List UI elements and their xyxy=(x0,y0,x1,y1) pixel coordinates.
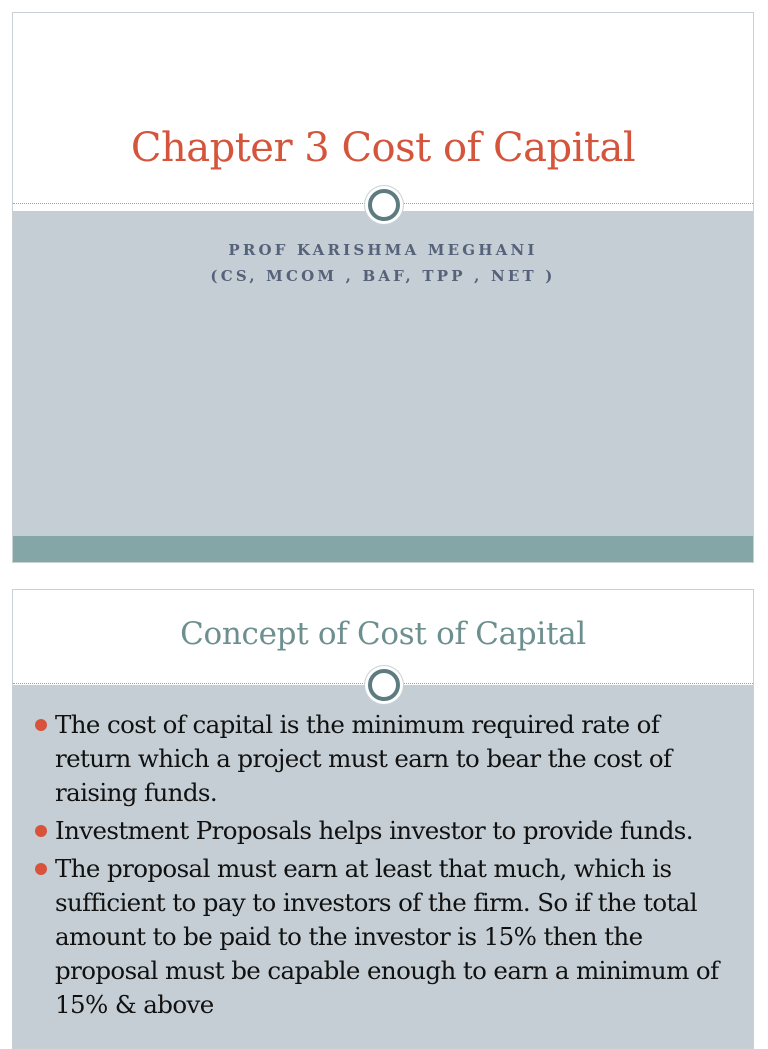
bullet-text: The cost of capital is the minimum required rate of return which a project must earn to bear the cost of raising funds. xyxy=(55,710,672,807)
bullet-dot-icon xyxy=(35,863,47,875)
slide-subtitle xyxy=(13,237,753,289)
bullet-dot-icon xyxy=(35,825,47,837)
bullet-item xyxy=(35,708,733,810)
slide-header-area xyxy=(13,13,753,211)
bullet-item xyxy=(35,852,733,1022)
author-credentials: (CS, MCOM , BAF, TPP , NET ) xyxy=(210,267,556,285)
circle-ornament-icon xyxy=(368,669,400,701)
title-slide xyxy=(12,12,754,563)
author-name: PROF KARISHMA MEGHANI xyxy=(228,241,538,259)
bullet-text: Investment Proposals helps investor to provide funds. xyxy=(55,816,693,845)
bullet-list xyxy=(35,708,733,1026)
bullet-item xyxy=(35,814,733,848)
footer-band xyxy=(13,536,753,562)
bullet-dot-icon xyxy=(35,719,47,731)
content-slide xyxy=(12,589,754,1049)
bullet-text: The proposal must earn at least that much, which is sufficient to pay to investors of the firm. So if the total amount to be paid to the investor is 15% then the proposal must be capable enough to earn a minimum of 15% & above xyxy=(55,854,719,1019)
slide-title: Chapter 3 Cost of Capital xyxy=(130,125,636,171)
circle-ornament-icon xyxy=(368,189,400,221)
slide-title: Concept of Cost of Capital xyxy=(180,616,586,652)
